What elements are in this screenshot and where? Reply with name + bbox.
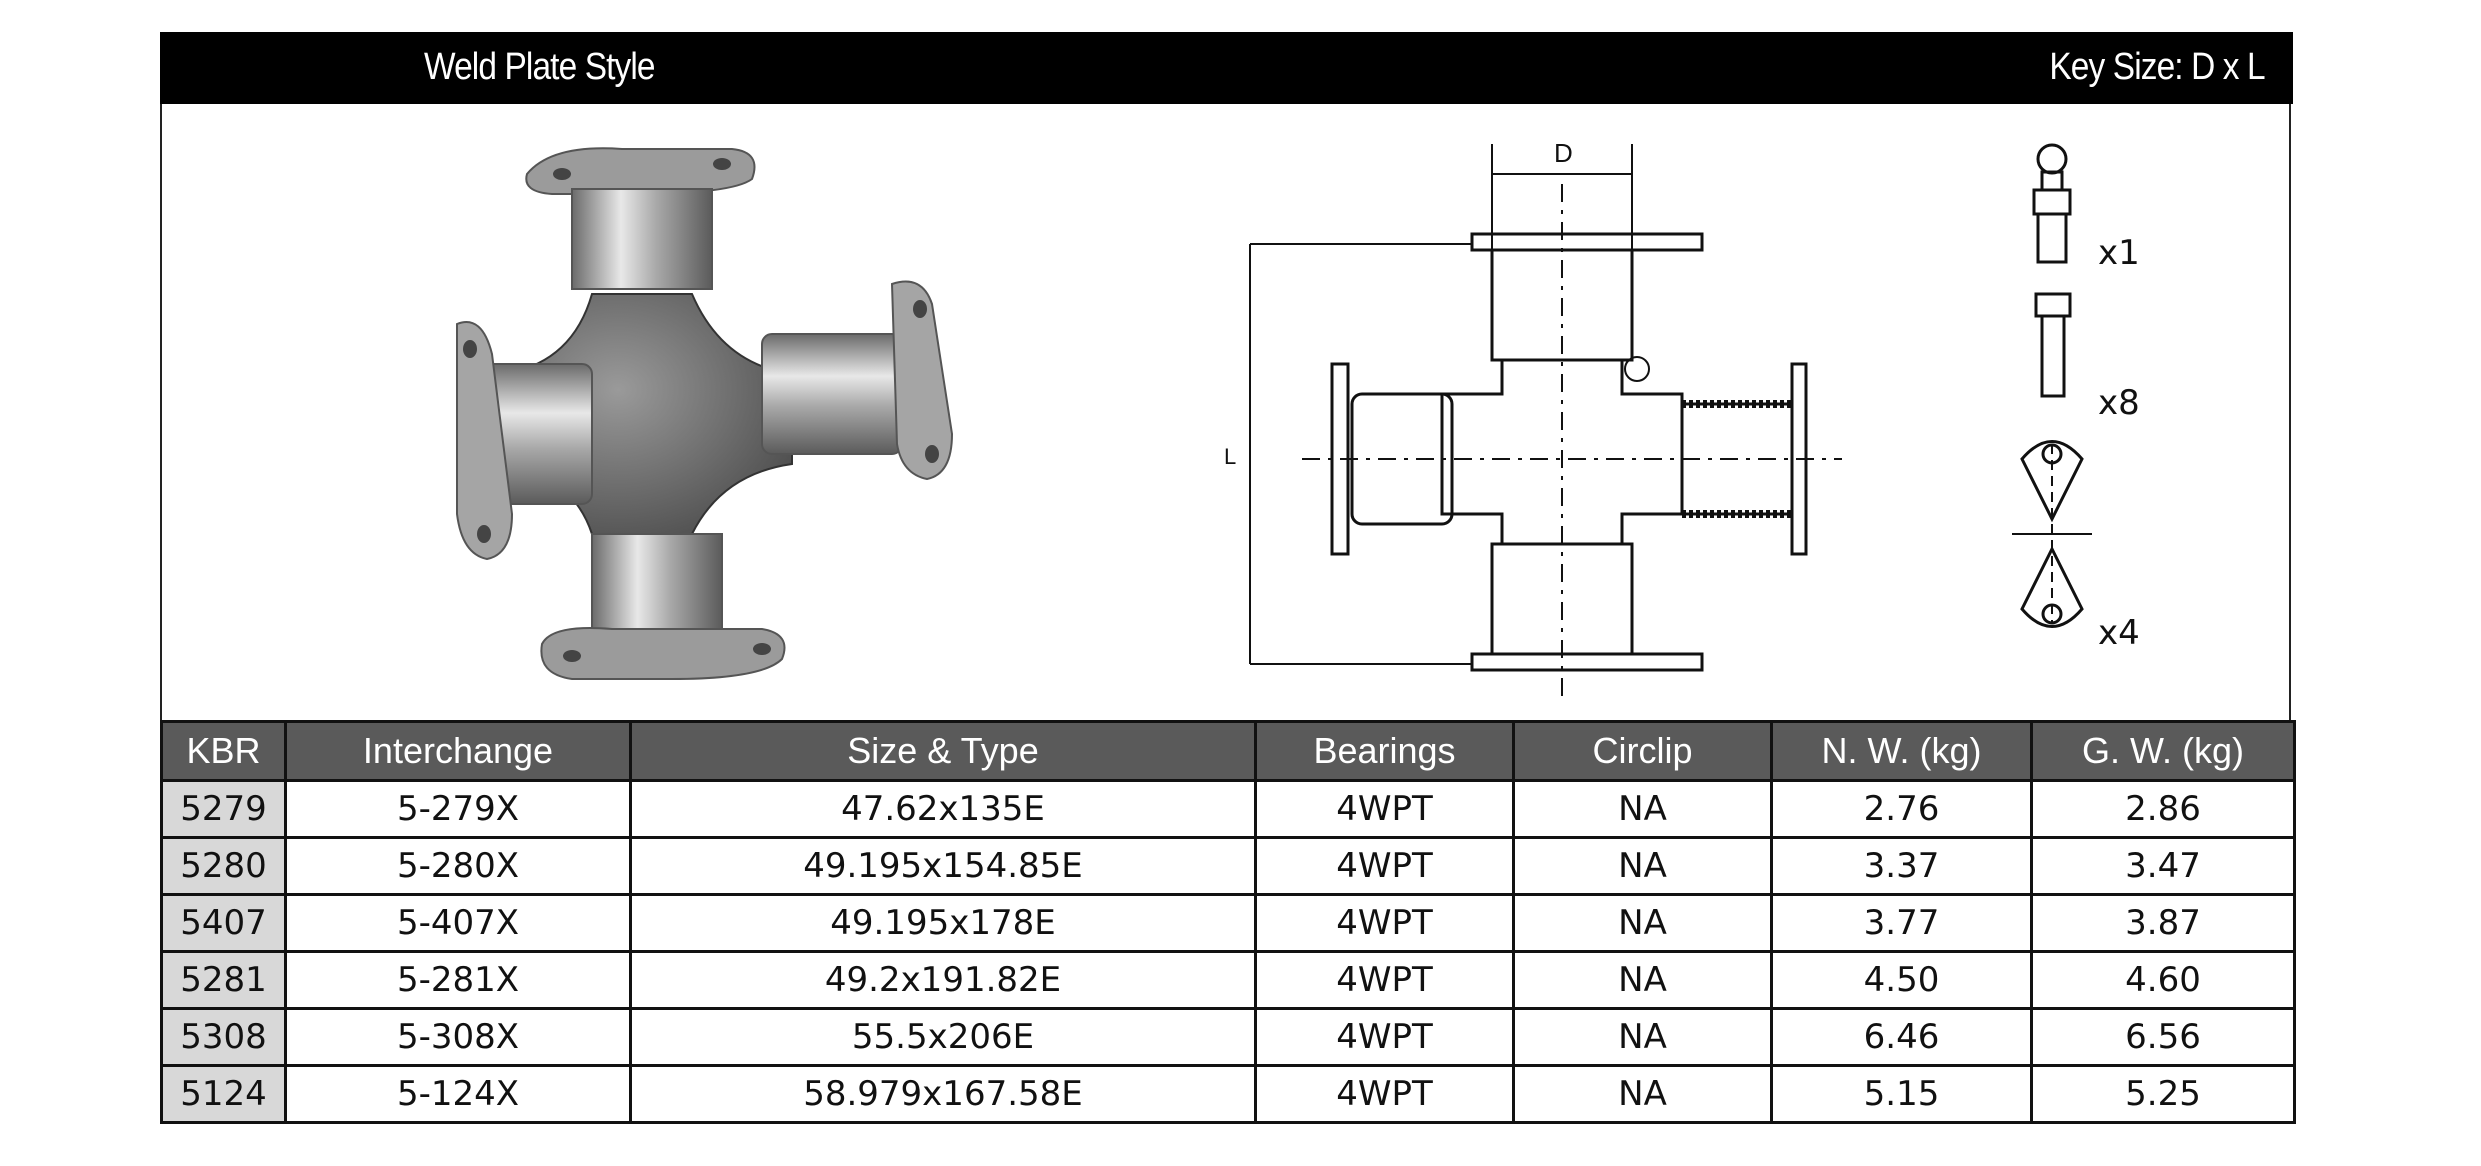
bearings-cell: 4WPT bbox=[1256, 781, 1514, 838]
interchange-cell: 5-280X bbox=[286, 838, 631, 895]
gross-weight-cell: 5.25 bbox=[2032, 1066, 2295, 1123]
column-header: KBR bbox=[162, 722, 286, 781]
table-row bbox=[162, 1066, 2295, 1123]
net-weight-cell: 3.77 bbox=[1772, 895, 2032, 952]
interchange-cell: 5-308X bbox=[286, 1009, 631, 1066]
interchange-cell: 5-281X bbox=[286, 952, 631, 1009]
interchange-cell: 5-279X bbox=[286, 781, 631, 838]
dimension-l-label: L bbox=[1224, 444, 1237, 469]
net-weight-cell: 6.46 bbox=[1772, 1009, 2032, 1066]
bearings-cell: 4WPT bbox=[1256, 895, 1514, 952]
table-row bbox=[162, 895, 2295, 952]
bolt-qty: x8 bbox=[2098, 383, 2140, 423]
interchange-cell: 5-124X bbox=[286, 1066, 631, 1123]
column-header: Interchange bbox=[286, 722, 631, 781]
net-weight-cell: 5.15 bbox=[1772, 1066, 2032, 1123]
bearings-cell: 4WPT bbox=[1256, 1009, 1514, 1066]
gross-weight-cell: 3.47 bbox=[2032, 838, 2295, 895]
bearings-cell: 4WPT bbox=[1256, 838, 1514, 895]
circlip-cell: NA bbox=[1514, 1009, 1772, 1066]
column-header: Circlip bbox=[1514, 722, 1772, 781]
table-row bbox=[162, 952, 2295, 1009]
net-weight-cell: 4.50 bbox=[1772, 952, 2032, 1009]
kbr-cell: 5279 bbox=[162, 781, 286, 838]
net-weight-cell: 3.37 bbox=[1772, 838, 2032, 895]
circlip-cell: NA bbox=[1514, 838, 1772, 895]
size-type-cell: 49.2x191.82E bbox=[631, 952, 1256, 1009]
size-type-cell: 58.979x167.58E bbox=[631, 1066, 1256, 1123]
universal-joint-photo bbox=[432, 134, 972, 694]
net-weight-cell: 2.76 bbox=[1772, 781, 2032, 838]
kbr-cell: 5281 bbox=[162, 952, 286, 1009]
dimension-d-label: D bbox=[1554, 138, 1573, 168]
column-header: G. W. (kg) bbox=[2032, 722, 2295, 781]
size-type-cell: 47.62x135E bbox=[631, 781, 1256, 838]
grease-fitting-qty: x1 bbox=[2098, 233, 2140, 273]
included-parts bbox=[1992, 124, 2252, 724]
circlip-cell: NA bbox=[1514, 781, 1772, 838]
size-type-cell: 55.5x206E bbox=[631, 1009, 1256, 1066]
circlip-cell: NA bbox=[1514, 1066, 1772, 1123]
circlip-cell: NA bbox=[1514, 895, 1772, 952]
circlip-cell: NA bbox=[1514, 952, 1772, 1009]
size-type-cell: 49.195x178E bbox=[631, 895, 1256, 952]
kbr-cell: 5407 bbox=[162, 895, 286, 952]
table-row bbox=[162, 781, 2295, 838]
kbr-cell: 5308 bbox=[162, 1009, 286, 1066]
page-title: Weld Plate Style bbox=[424, 46, 655, 88]
column-header: N. W. (kg) bbox=[1772, 722, 2032, 781]
size-type-cell: 49.195x154.85E bbox=[631, 838, 1256, 895]
bearings-cell: 4WPT bbox=[1256, 952, 1514, 1009]
column-header: Bearings bbox=[1256, 722, 1514, 781]
gross-weight-cell: 6.56 bbox=[2032, 1009, 2295, 1066]
gross-weight-cell: 3.87 bbox=[2032, 895, 2295, 952]
kbr-cell: 5124 bbox=[162, 1066, 286, 1123]
product-sheet bbox=[160, 32, 2293, 1123]
bearings-cell: 4WPT bbox=[1256, 1066, 1514, 1123]
bolt-icon bbox=[2036, 294, 2070, 396]
column-header: Size & Type bbox=[631, 722, 1256, 781]
product-image-panel bbox=[160, 104, 2291, 744]
header-bar bbox=[378, 32, 2293, 104]
gross-weight-cell: 4.60 bbox=[2032, 952, 2295, 1009]
table-header-row bbox=[162, 722, 2295, 781]
grease-fitting-icon bbox=[2034, 145, 2070, 262]
table-row bbox=[162, 1009, 2295, 1066]
lock-strap-qty: x4 bbox=[2098, 613, 2140, 653]
technical-drawing bbox=[1224, 124, 1862, 724]
lock-strap-icon bbox=[2012, 442, 2092, 627]
key-size-label: Key Size: D x L bbox=[2049, 46, 2265, 88]
table-row bbox=[162, 838, 2295, 895]
kbr-cell: 5280 bbox=[162, 838, 286, 895]
interchange-cell: 5-407X bbox=[286, 895, 631, 952]
gross-weight-cell: 2.86 bbox=[2032, 781, 2295, 838]
spec-table bbox=[160, 720, 2296, 1124]
